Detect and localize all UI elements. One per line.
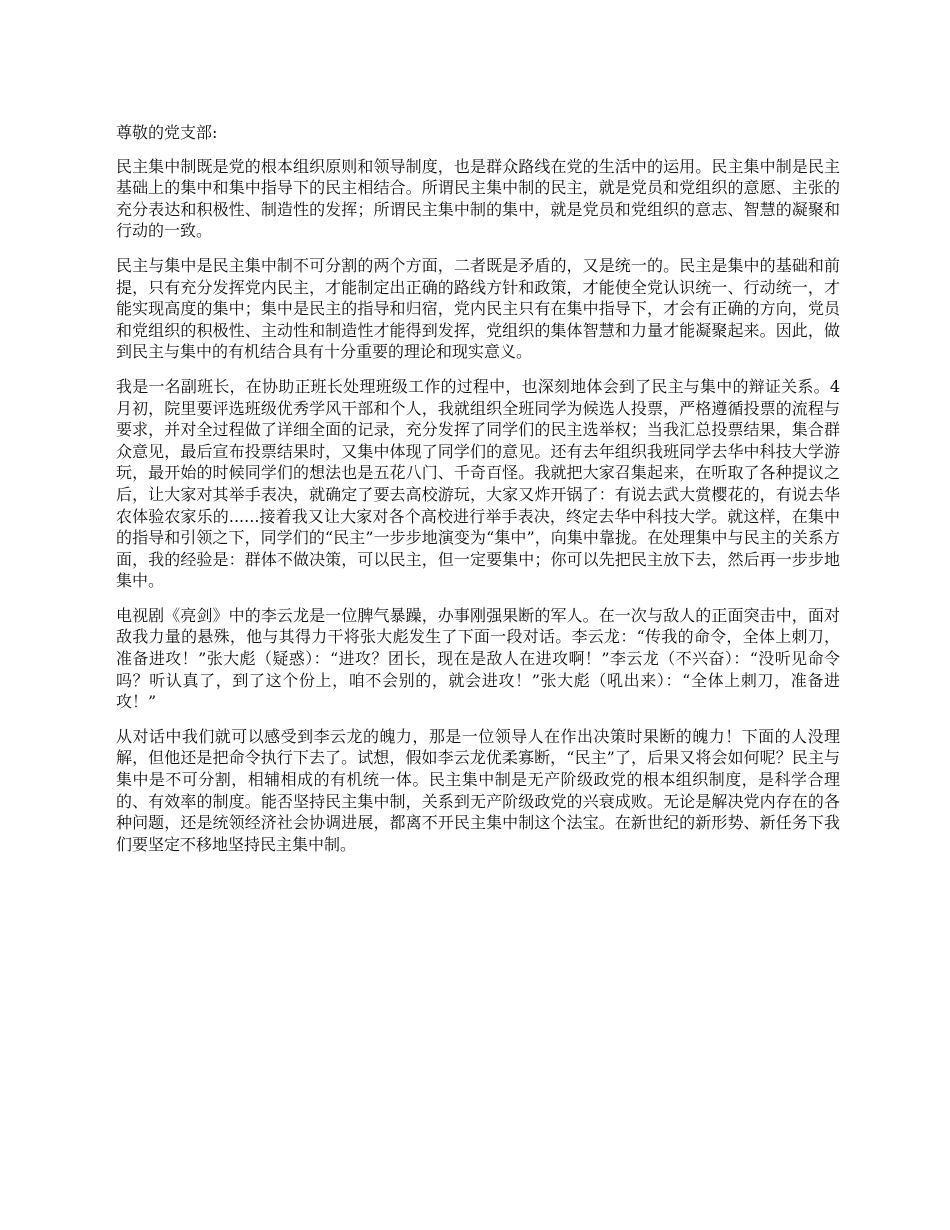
paragraph-personal-experience: 我是一名副班长，在协助正班长处理班级工作的过程中，也深刻地体会到了民主与集中的辩证关系。4月初，院里要评选班级优秀学风干部和个人，我就组织全班同学为候选人投票，严格遵循投票的流程与要求，并对全过程做了详细全面的记录，充分发挥了同学们的民主选举权；当我汇总投票结果，集合群众意见，最后宣布投票结果时，又集中体现了同学们的意见。还有去年组织我班同学去华中科技大学游玩，最开始的时候同学们的想法也是五花八门、千奇百怪。我就把大家召集起来，在听取了各种提议之后，让大家对其举手表决，就确定了要去高校游玩，大家又炸开锅了：有说去武大赏樱花的，有说去华农体验农家乐的......接着我又让大家对各个高校进行举手表决，终定去华中科技大学。就这样，在集中的指导和引领之下，同学们的“民主”一步步地演变为“集中”，向集中靠拢。在处理集中与民主的关系方面，我的经验是：群体不做决策，可以民主，但一定要集中；你可以先把民主放下去，然后再一步步地集中。 [116, 376, 840, 591]
paragraph-democratic-centralism-definition: 民主集中制既是党的根本组织原则和领导制度，也是群众路线在党的生活中的运用。民主集中制是民主基础上的集中和集中指导下的民主相结合。所谓民主集中制的民主，就是党员和党组织的意愿、主张的充分表达和积极性、制造性的发挥；所谓民主集中制的集中，就是党员和党组织的意志、智慧的凝聚和行动的一致。 [116, 156, 840, 241]
paragraph-liang-jian-example: 电视剧《亮剑》中的李云龙是一位脾气暴躁，办事刚强果断的军人。在一次与敌人的正面突击中，面对敌我力量的悬殊，他与其得力干将张大彪发生了下面一段对话。李云龙：“传我的命令，全体上刺刀，准备进攻！”张大彪（疑惑）：“进攻？团长，现在是敌人在进攻啊！”李云龙（不兴奋）：“没听见命令吗？听认真了，到了这个份上，咱不会别的，就会进攻！”张大彪（吼出来）：“全体上刺刀，准备进攻！” [116, 605, 840, 712]
paragraph-conclusion: 从对话中我们就可以感受到李云龙的魄力，那是一位领导人在作出决策时果断的魄力！下面的人没理解，但他还是把命令执行下去了。试想，假如李云龙优柔寡断，“民主”了，后果又将会如何呢？民主与集中是不可分割，相辅相成的有机统一体。民主集中制是无产阶级政党的根本组织制度，是科学合理的、有效率的制度。能否坚持民主集中制，关系到无产阶级政党的兴衰成败。无论是解决党内存在的各种问题，还是统领经济社会协调进展，都离不开民主集中制这个法宝。在新世纪的新形势、新任务下我们要坚定不移地坚持民主集中制。 [116, 726, 840, 854]
paragraph-democracy-and-centralism: 民主与集中是民主集中制不可分割的两个方面，二者既是矛盾的，又是统一的。民主是集中的基础和前提，只有充分发挥党内民主，才能制定出正确的路线方针和政策，才能使全党认识统一、行动统一，才能实现高度的集中；集中是民主的指导和归宿，党内民主只有在集中指导下，才会有正确的方向，党员和党组织的积极性、主动性和制造性才能得到发挥，党组织的集体智慧和力量才能凝聚起来。因此，做到民主与集中的有机结合具有十分重要的理论和现实意义。 [116, 255, 840, 362]
salutation: 尊敬的党支部: [116, 123, 218, 142]
letter-page [116, 122, 840, 868]
